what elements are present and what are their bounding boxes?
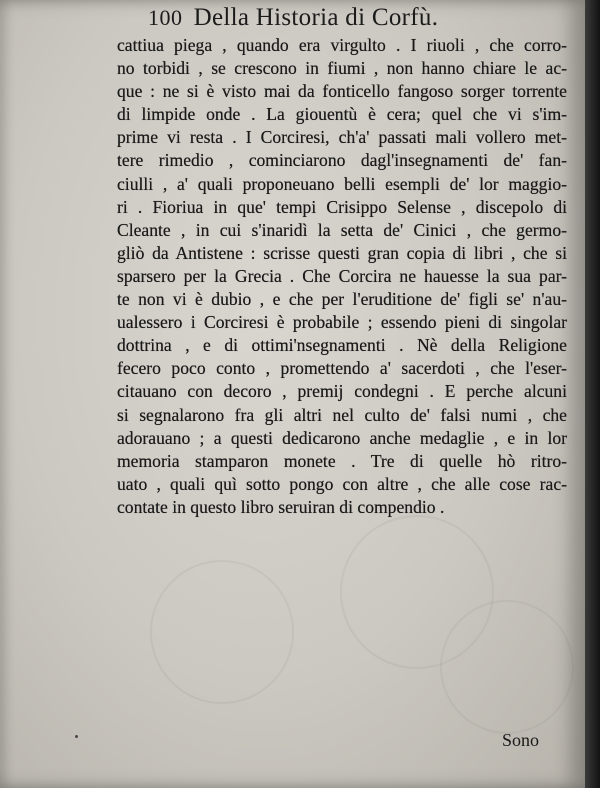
text-line: no torbidi , se crescono in fiumi , non hanno chiare le ac- [117,58,567,79]
text-line: dottrina , e di ottimi'nsegnamenti . Nè della Religione [117,335,567,356]
text-line: que : ne si è visto mai da fonticello fangoso sorger torrente [117,81,567,102]
text-line: memoria stamparon monete . Tre di quelle hò ritro- [117,450,567,471]
page-number: 100 [148,5,183,30]
text-line: adorauano ; a questi dedicarono anche medaglie , e in lor [117,427,567,448]
text-line: te non vi è dubio , e che per l'eruditione de' figli se' n'au- [117,289,567,310]
text-line: Cleante , in cui s'inaridì la setta de' Cinici , che germo- [117,219,567,240]
page-gutter-edge [585,0,600,788]
ink-speck [75,735,78,738]
catchword: Sono [502,730,540,750]
text-line: fecero poco conto , promettendo a' sacerdoti , che l'eser- [117,358,567,379]
body-text [117,34,567,519]
text-line: di limpide onde . La giouentù è cera; quel che vi s'im- [117,104,567,125]
text-line: cattiua piega , quando era virgulto . I riuoli , che corro- [117,35,567,55]
running-head-title: Della Historia di Corfù. [193,4,439,31]
text-line: prime vi resta . I Corciresi, ch'a' passati mali vollero met- [117,127,567,148]
running-head [148,4,568,38]
text-line: contate in questo libro seruiran di compendio . [117,496,445,517]
show-through-medallion [440,600,574,734]
show-through-medallion [150,560,294,704]
text-line: sparsero per la Grecia . Che Corcira ne hauesse la sua par- [117,265,567,286]
text-line: gliò da Antistene : scrisse questi gran copia di libri , che si [117,242,567,263]
text-line: ualessero i Corciresi è probabile ; essendo pieni di singolar [117,312,567,333]
text-line: citauano con decoro , premij condegni . E perche alcuni [117,381,567,402]
text-line: ciulli , a' quali proponeuano belli esempli de' lor maggio- [117,173,567,194]
text-line: tere rimedio , cominciarono dagl'insegnamenti de' fan- [117,150,567,171]
text-line: ri . Fioriua in que' tempi Crisippo Selense , discepolo di [117,196,567,217]
text-line: si segnalarono fra gli altri nel culto de' falsi numi , che [117,404,567,425]
text-line: uato , quali quì sotto pongo con altre , che alle cose rac- [117,473,567,494]
